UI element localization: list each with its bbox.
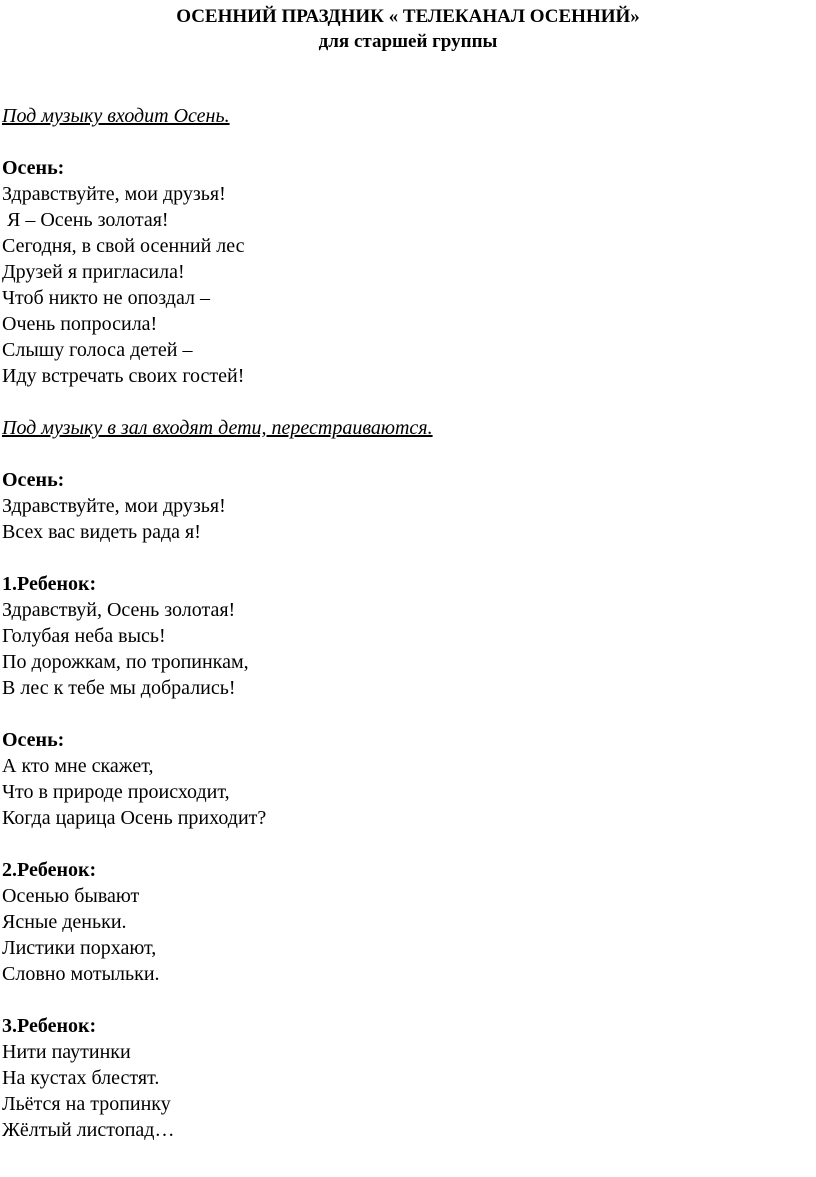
stage-direction: Под музыку входит Осень. <box>2 105 230 127</box>
verse-line: На кустах блестят. <box>2 1067 160 1089</box>
speaker-label: Осень: <box>2 469 65 491</box>
verse-line: Всех вас видеть рада я! <box>2 521 201 543</box>
verse-line: По дорожкам, по тропинкам, <box>2 651 249 673</box>
verse-line: Слышу голоса детей – <box>2 339 193 361</box>
verse-line: Ясные деньки. <box>2 911 127 933</box>
speaker-label: Осень: <box>2 157 65 179</box>
verse-line: Очень попросила! <box>2 313 158 335</box>
speaker-label: 1.Ребенок: <box>2 573 97 595</box>
verse-line: Словно мотыльки. <box>2 963 160 985</box>
verse-line: Когда царица Осень приходит? <box>2 807 267 829</box>
verse-line: Сегодня, в свой осенний лес <box>2 235 245 257</box>
verse-line: Жёлтый листопад… <box>2 1119 175 1141</box>
stage-direction: Под музыку в зал входят дети, перестраиваются. <box>2 417 433 439</box>
verse-line: Что в природе происходит, <box>2 781 230 803</box>
verse-line: Друзей я пригласила! <box>2 261 185 283</box>
verse-line: Здравствуйте, мои друзья! <box>2 183 226 205</box>
verse-line: Здравствуйте, мои друзья! <box>2 495 226 517</box>
verse-line: Я – Осень золотая! <box>2 209 169 231</box>
verse-line: В лес к тебе мы добрались! <box>2 677 236 699</box>
speaker-label: Осень: <box>2 729 65 751</box>
verse-line: Листики порхают, <box>2 937 157 959</box>
verse-line: Чтоб никто не опоздал – <box>2 287 211 309</box>
speaker-label: 2.Ребенок: <box>2 859 97 881</box>
verse-line: Осенью бывают <box>2 885 140 907</box>
script-body <box>2 103 802 1143</box>
verse-line: Здравствуй, Осень золотая! <box>2 599 236 621</box>
speaker-label: 3.Ребенок: <box>2 1015 97 1037</box>
verse-line: А кто мне скажет, <box>2 755 154 777</box>
verse-line: Льётся на тропинку <box>2 1093 171 1115</box>
verse-line: Нити паутинки <box>2 1041 131 1063</box>
verse-line: Голубая неба высь! <box>2 625 166 647</box>
document-subtitle: для старшей группы <box>318 31 498 52</box>
verse-line: Иду встречать своих гостей! <box>2 365 245 387</box>
document-title: ОСЕННИЙ ПРАЗДНИК « ТЕЛЕКАНАЛ ОСЕННИЙ» <box>176 6 640 27</box>
